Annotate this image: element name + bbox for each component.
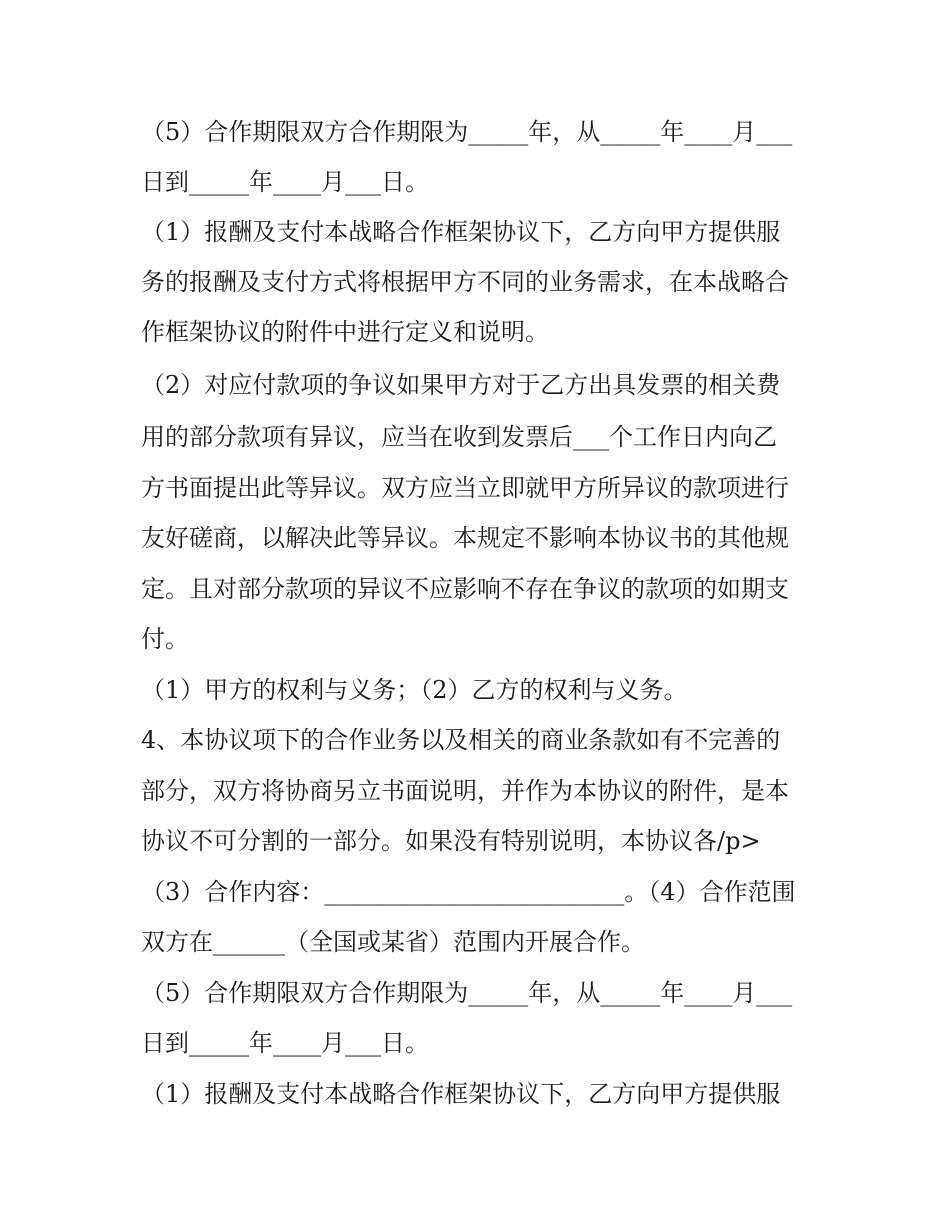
text-line-19: 日到_____年____月___日。 (141, 1029, 429, 1057)
text-line-7: 用的部分款项有异议，应当在收到发票后___个工作日内向乙 (141, 423, 777, 451)
text-line-6: （2）对应付款项的争议如果甲方对于乙方出具发票的相关费 (141, 371, 781, 399)
text-line-10: 定。且对部分款项的异议不应影响不存在争议的款项的如期支 (141, 575, 789, 603)
text-line-17: 双方在______（全国或某省）范围内开展合作。 (141, 928, 645, 956)
text-line-9: 友好磋商，以解决此等异议。本规定不影响本协议书的其他规 (141, 524, 789, 552)
text-line-8: 方书面提出此等异议。双方应当立即就甲方所异议的款项进行 (141, 474, 789, 502)
text-line-3: （1）报酬及支付本战略合作框架协议下，乙方向甲方提供服 (141, 218, 781, 246)
text-line-20: （1）报酬及支付本战略合作框架协议下，乙方向甲方提供服 (141, 1080, 781, 1108)
text-line-16: （3）合作内容：_________________________。（4）合作范围 (141, 878, 796, 906)
text-line-1: （5）合作期限双方合作期限为_____年，从_____年____月___ (141, 118, 793, 146)
text-line-11: 付。 (141, 625, 189, 653)
text-line-5: 作框架协议的附件中进行定义和说明。 (141, 318, 549, 346)
text-line-2: 日到_____年____月___日。 (141, 168, 429, 196)
text-line-4: 务的报酬及支付方式将根据甲方不同的业务需求，在本战略合 (141, 268, 789, 296)
text-line-14: 部分，双方将协商另立书面说明，并作为本协议的附件，是本 (141, 777, 789, 805)
text-line-12: （1）甲方的权利与义务；（2）乙方的权利与义务。 (141, 676, 688, 704)
text-line-13: 4、本协议项下的合作业务以及相关的商业条款如有不完善的 (141, 726, 781, 754)
text-line-18: （5）合作期限双方合作期限为_____年，从_____年____月___ (141, 979, 793, 1007)
text-line-15: 协议不可分割的一部分。如果没有特别说明，本协议各/p> (141, 827, 761, 855)
